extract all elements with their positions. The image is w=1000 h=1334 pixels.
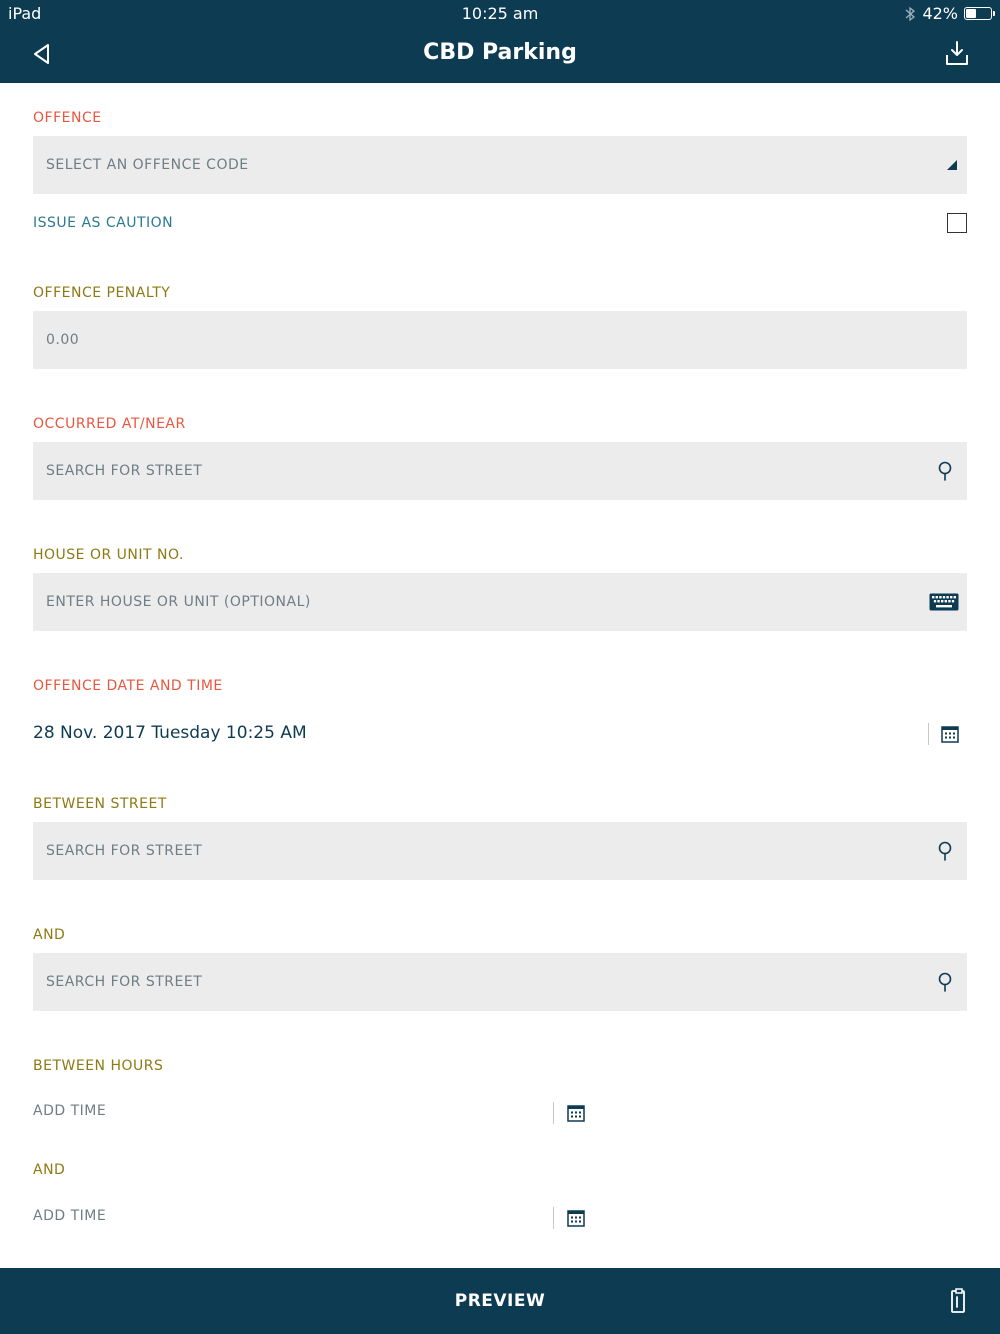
between-street-label: BETWEEN STREET [33,796,167,812]
between-hours-label: BETWEEN HOURS [33,1058,164,1074]
caution-checkbox[interactable] [947,213,967,233]
calendar-icon[interactable] [940,724,960,744]
and-street-input[interactable] [33,953,967,1011]
top-bar [0,0,1000,83]
and-hours-divider [553,1207,554,1229]
dropdown-triangle-icon [947,160,957,170]
between-street-input[interactable] [33,822,967,880]
datetime-label: OFFENCE DATE AND TIME [33,678,223,694]
and-hours-label: AND [33,1162,66,1178]
location-pin-icon[interactable] [933,839,957,863]
status-right [904,4,992,23]
occurred-search-input[interactable] [33,442,967,500]
page-title: CBD Parking [423,40,577,65]
download-icon[interactable] [944,40,970,68]
keyboard-icon[interactable] [929,593,959,611]
between-hours-divider [553,1102,554,1124]
offence-placeholder: SELECT AN OFFENCE CODE [46,157,249,173]
and-hours-input[interactable]: ADD TIME [33,1208,107,1224]
house-input[interactable] [33,573,967,631]
occurred-label: OCCURRED AT/NEAR [33,416,186,432]
occurred-placeholder: SEARCH FOR STREET [46,463,203,479]
offence-select[interactable] [33,136,967,194]
bluetooth-icon [904,6,916,22]
status-time: 10:25 am [461,4,539,23]
battery-icon [964,7,992,20]
offence-label: OFFENCE [33,110,102,126]
between-street-placeholder: SEARCH FOR STREET [46,843,203,859]
bottom-bar [0,1268,1000,1334]
calendar-icon[interactable] [566,1103,586,1123]
and-street-label: AND [33,927,66,943]
house-label: HOUSE OR UNIT NO. [33,547,184,563]
penalty-label: OFFENCE PENALTY [33,285,171,301]
datetime-divider [928,723,929,745]
location-pin-icon[interactable] [933,970,957,994]
battery-fill [966,9,976,18]
house-placeholder: ENTER HOUSE OR UNIT (OPTIONAL) [46,594,311,610]
caution-label: ISSUE AS CAUTION [33,215,174,231]
location-pin-icon[interactable] [933,459,957,483]
battery-percent: 42% [922,4,958,23]
penalty-field[interactable] [33,311,967,369]
between-hours-input[interactable]: ADD TIME [33,1103,107,1119]
datetime-value[interactable]: 28 Nov. 2017 Tuesday 10:25 AM [33,723,307,743]
calendar-icon[interactable] [566,1208,586,1228]
and-street-placeholder: SEARCH FOR STREET [46,974,203,990]
penalty-value: 0.00 [46,332,80,348]
device-icon[interactable] [949,1288,967,1314]
status-device: iPad [8,4,42,23]
preview-button[interactable]: PREVIEW [454,1291,546,1311]
